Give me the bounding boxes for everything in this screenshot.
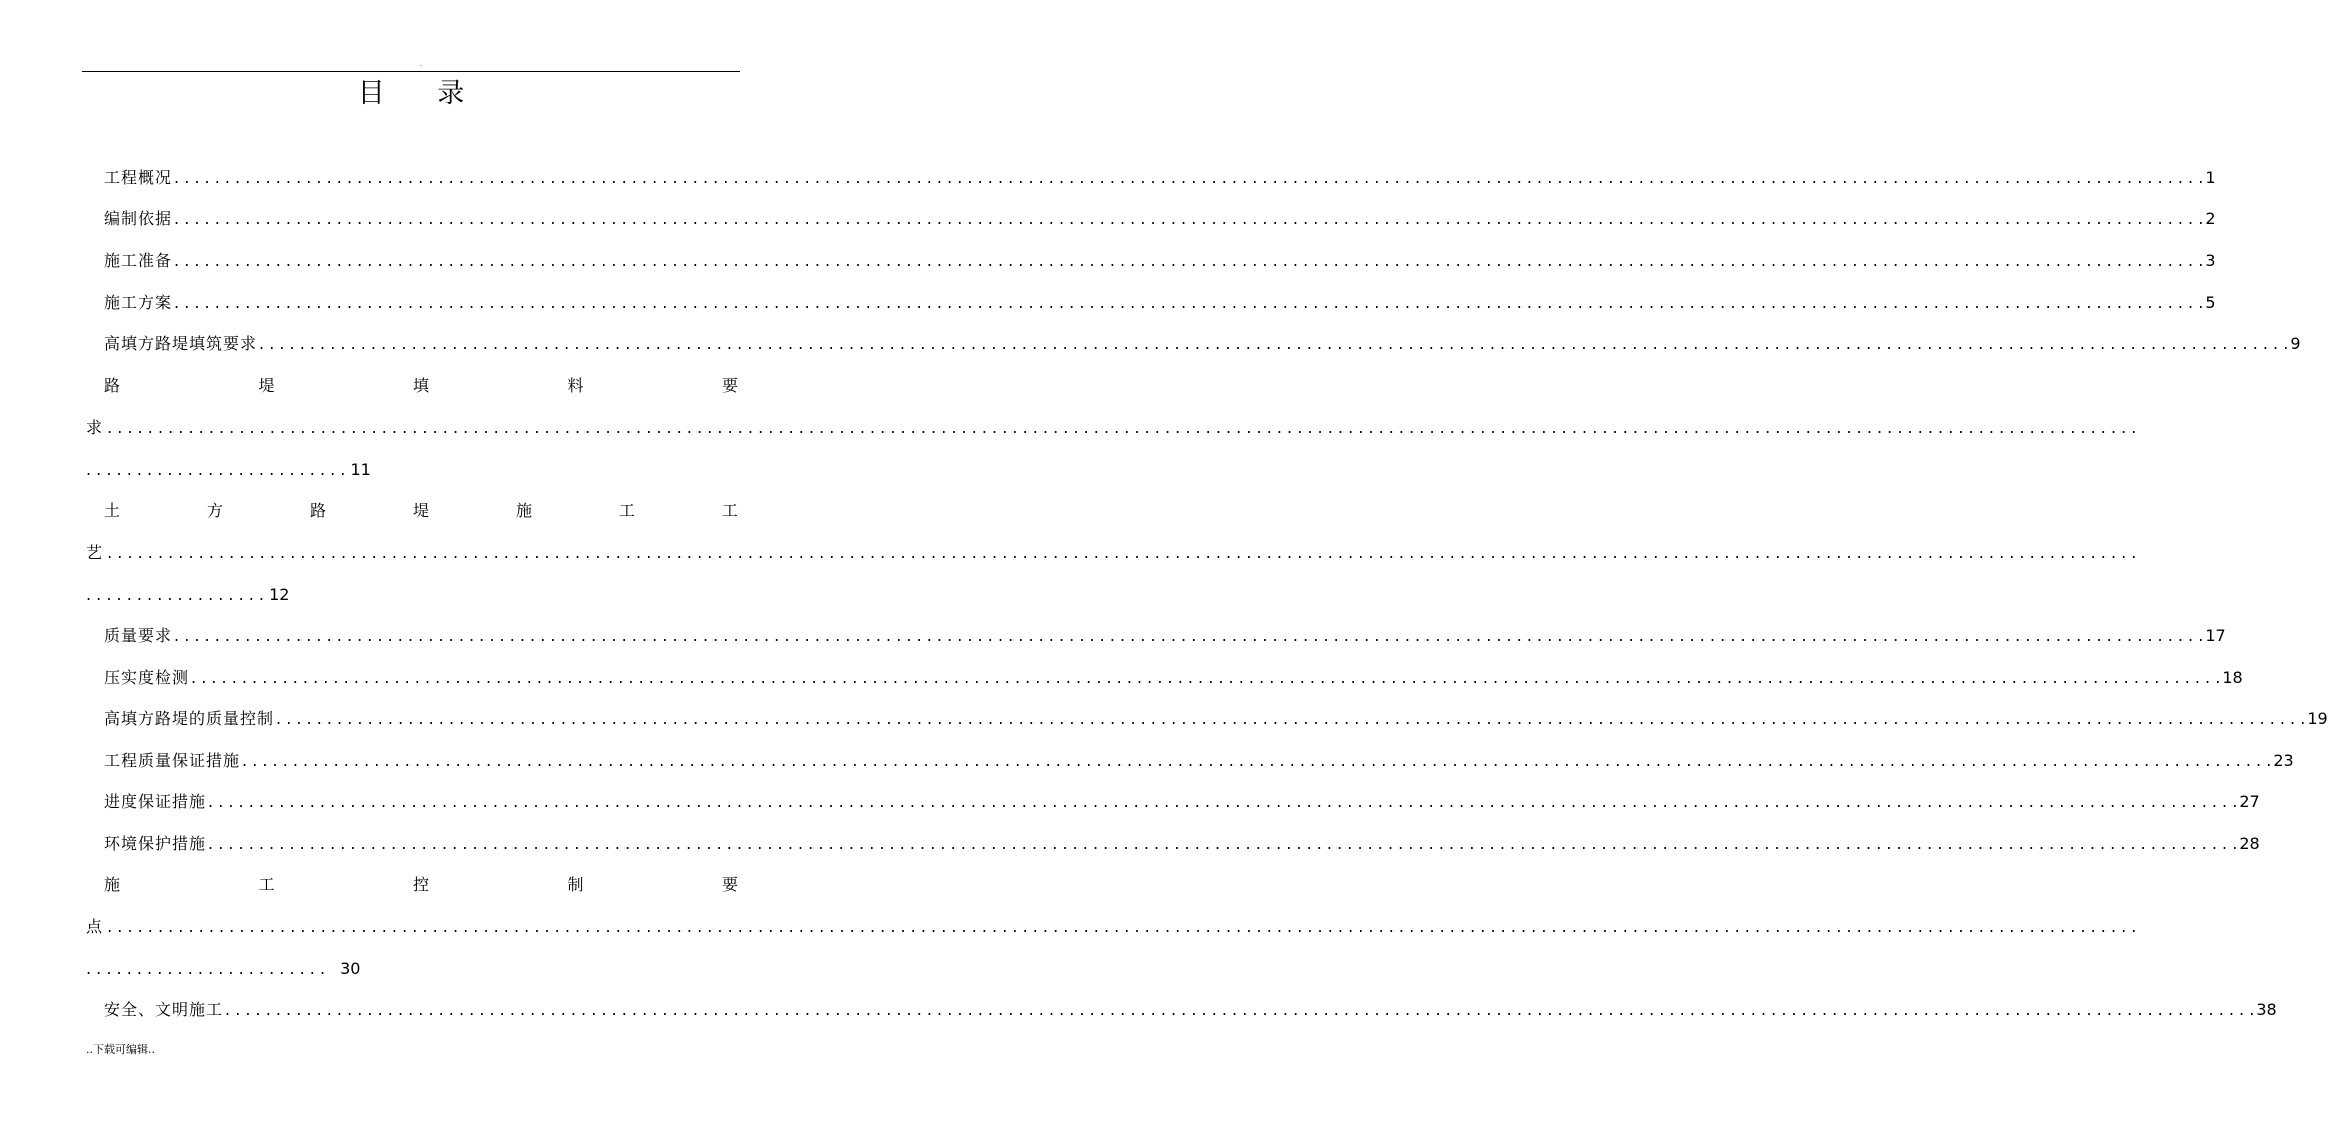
toc-char: 料	[567, 376, 584, 395]
header-rule	[82, 71, 740, 72]
toc-char: 工	[258, 875, 275, 894]
toc-char: 土	[104, 501, 121, 520]
toc-page-number: 5	[2205, 293, 2216, 312]
toc-entry-title: 高填方路堤填筑要求	[104, 334, 258, 353]
toc-char: 堤	[412, 501, 429, 520]
toc-leader-dots: . . . . . . . . . . . . . . . . . . . . . . . . . . . . . . . . . . . . . . . . . . . . . . . . . . . . . . . . . . . . . . . . . . . . . . . . . . . . . . . . . . . . . . . . . . . . . . . . . . . . . . . . . . . . . . . . . . . . . . . . . . . . . . . . . . . . . . . . . . . . . . . . . . . . . . . . . . . . . . . . . . . . . . . . . . . . . . . . . . . . . . . . . . . . . . . . . . . . . . . .	[174, 209, 2204, 228]
toc-leader-dots: . . . . . . . . . . . . . . . . . . . . . . . . . . . . . . . . . . . . . . . . . . . . . . . . . . . . . . . . . . . . . . . . . . . . . . . . . . . . . . . . . . . . . . . . . . . . . . . . . . . . . . . . . . . . . . . . . . . . . . . . . . . . . . . . . . . . . . . . . . . . . . . . . . . . . . . . . . . . . . . . . . . . . . . . . . . . . . . . . . . . . . . . . . . . . . . . . . . . . . . .	[208, 792, 2238, 811]
toc-entry-title: 环境保护措施	[104, 834, 207, 853]
toc-leader-dots: . . . . . . . . . . . . . . . . . . . . . . . . . . . . . . . . . . . . . . . . . . . . . . . . . . . . . . . . . . . . . . . . . . . . . . . . . . . . . . . . . . . . . . . . . . . . . . . . . . . . . . . . . . . . . . . . . . . . . . . . . . . . . . . . . . . . . . . . . . . . . . . . . . . . . . . . . . . . . . . . . . . . . . . . . . . . . . . . . . . . . . . . . . . . . . . . . . . . . . . .	[102, 418, 2137, 437]
toc-char: 控	[412, 875, 429, 894]
toc-leader-dots: . . . . . . . . . . . . . . . . . .	[86, 585, 270, 604]
toc-entry[interactable]	[104, 207, 2216, 231]
toc-entry-title: 编制依据	[104, 209, 173, 228]
header-mark: ..	[419, 61, 423, 68]
toc-leader-dots: . . . . . . . . . . . . . . . . . . . . . . . . . . . . . . . . . . . . . . . . . . . . . . . . . . . . . . . . . . . . . . . . . . . . . . . . . . . . . . . . . . . . . . . . . . . . . . . . . . . . . . . . . . . . . . . . . . . . . . . . . . . . . . . . . . . . . . . . . . . . . . . . . . . . . . . . . . . . . . . . . . . . . . . . . . . . . . . . . . . . . . . . . . . . . . . . . . . . . . . .	[259, 334, 2289, 353]
toc-entry-title: 压实度检测	[104, 668, 190, 687]
toc-char: 艺	[86, 543, 103, 562]
toc-entry-title: 工程概况	[104, 168, 173, 187]
toc-char: 工	[721, 501, 738, 520]
toc-entry[interactable]	[104, 291, 2216, 315]
toc-char: 施	[104, 875, 121, 894]
toc-leader-tail	[86, 458, 371, 482]
page-title: 目 录	[357, 78, 487, 109]
toc-char: 要	[721, 376, 738, 395]
toc-entry-title: 工程质量保证措施	[104, 751, 241, 770]
toc-entry[interactable]	[104, 790, 2260, 814]
toc-char: 施	[515, 501, 532, 520]
toc-page-number: 23	[2273, 751, 2294, 770]
toc-page-number: 11	[350, 460, 371, 479]
toc-entry[interactable]	[104, 749, 2294, 773]
toc-char: 制	[567, 875, 584, 894]
toc-leader-dots: . . . . . . . . . . . . . . . . . . . . . . . . . . . . . . . . . . . . . . . . . . . . . . . . . . . . . . . . . . . . . . . . . . . . . . . . . . . . . . . . . . . . . . . . . . . . . . . . . . . . . . . . . . . . . . . . . . . . . . . . . . . . . . . . . . . . . . . . . . . . . . . . . . . . . . . . . . . . . . . . . . . . . . . . . . . . . . . . . . . . . . . . . . . . . . . . . . . . . . . .	[242, 751, 2272, 770]
toc-entry[interactable]	[104, 332, 2301, 356]
toc-page-number: 1	[2205, 168, 2216, 187]
toc-leader-dots: . . . . . . . . . . . . . . . . . . . . . . . . . . . . . . . . . . . . . . . . . . . . . . . . . . . . . . . . . . . . . . . . . . . . . . . . . . . . . . . . . . . . . . . . . . . . . . . . . . . . . . . . . . . . . . . . . . . . . . . . . . . . . . . . . . . . . . . . . . . . . . . . . . . . . . . . . . . . . . . . . . . . . . . . . . . . . . . . . . . . . . . . . . . . . . . . . . . . . . . .	[276, 709, 2306, 728]
toc-page-number: 3	[2205, 251, 2216, 270]
toc-page-number: 2	[2205, 209, 2216, 228]
toc-leader-dots: . . . . . . . . . . . . . . . . . . . . . . . . . . . . . . . . . . . . . . . . . . . . . . . . . . . . . . . . . . . . . . . . . . . . . . . . . . . . . . . . . . . . . . . . . . . . . . . . . . . . . . . . . . . . . . . . . . . . . . . . . . . . . . . . . . . . . . . . . . . . . . . . . . . . . . . . . . . . . . . . . . . . . . . . . . . . . . . . . . . . . . . . . . . . . . . . . . . . . . . .	[225, 1000, 2255, 1019]
toc-entry[interactable]	[104, 666, 2243, 690]
toc-entry[interactable]	[104, 707, 2328, 731]
toc-leader-line	[86, 541, 2137, 565]
toc-entry-title: 施工准备	[104, 251, 173, 270]
toc-leader-line	[86, 416, 2137, 440]
toc-leader-dots: . . . . . . . . . . . . . . . . . . . . . . . . . . . . . . . . . . . . . . . . . . . . . . . . . . . . . . . . . . . . . . . . . . . . . . . . . . . . . . . . . . . . . . . . . . . . . . . . . . . . . . . . . . . . . . . . . . . . . . . . . . . . . . . . . . . . . . . . . . . . . . . . . . . . . . . . . . . . . . . . . . . . . . . . . . . . . . . . . . . . . . . . . . . . . . . . . . . . . . . .	[208, 834, 2238, 853]
toc-leader-dots: . . . . . . . . . . . . . . . . . . . . . . . .	[86, 959, 331, 978]
toc-leader-dots: . . . . . . . . . . . . . . . . . . . . . . . . . . . . . . . . . . . . . . . . . . . . . . . . . . . . . . . . . . . . . . . . . . . . . . . . . . . . . . . . . . . . . . . . . . . . . . . . . . . . . . . . . . . . . . . . . . . . . . . . . . . . . . . . . . . . . . . . . . . . . . . . . . . . . . . . . . . . . . . . . . . . . . . . . . . . . . . . . . . . . . . . . . . . . . . . . . . . . . . .	[102, 917, 2137, 936]
toc-entry[interactable]	[104, 624, 2226, 648]
toc-char: 堤	[258, 376, 275, 395]
toc-entry-justified[interactable]	[104, 873, 738, 897]
toc-char: 路	[309, 501, 326, 520]
page-footer: ..下载可编辑..	[86, 1043, 155, 1056]
toc-entry-justified[interactable]	[104, 374, 738, 398]
toc-leader-dots: . . . . . . . . . . . . . . . . . . . . . . . . . . . . . . . . . . . . . . . . . . . . . . . . . . . . . . . . . . . . . . . . . . . . . . . . . . . . . . . . . . . . . . . . . . . . . . . . . . . . . . . . . . . . . . . . . . . . . . . . . . . . . . . . . . . . . . . . . . . . . . . . . . . . . . . . . . . . . . . . . . . . . . . . . . . . . . . . . . . . . . . . . . . . . . . . . . . . . . . .	[174, 251, 2204, 270]
toc-char: 路	[104, 376, 121, 395]
toc-leader-tail	[86, 583, 289, 607]
toc-leader-dots: . . . . . . . . . . . . . . . . . . . . . . . . . .	[86, 460, 351, 479]
toc-page-number: 18	[2222, 668, 2243, 687]
toc-page-number: 12	[269, 585, 290, 604]
toc-leader-dots: . . . . . . . . . . . . . . . . . . . . . . . . . . . . . . . . . . . . . . . . . . . . . . . . . . . . . . . . . . . . . . . . . . . . . . . . . . . . . . . . . . . . . . . . . . . . . . . . . . . . . . . . . . . . . . . . . . . . . . . . . . . . . . . . . . . . . . . . . . . . . . . . . . . . . . . . . . . . . . . . . . . . . . . . . . . . . . . . . . . . . . . . . . . . . . . . . . . . . . . .	[174, 626, 2204, 645]
toc-leader-tail	[86, 957, 360, 981]
toc-char: 工	[618, 501, 635, 520]
toc-page-number: 30	[340, 959, 361, 978]
toc-entry-title: 进度保证措施	[104, 792, 207, 811]
toc-entry-justified[interactable]	[104, 499, 738, 523]
toc-page-number: 19	[2307, 709, 2328, 728]
toc-char: 填	[412, 376, 429, 395]
toc-entry-title: 安全、文明施工	[104, 1000, 224, 1019]
toc-char: 点	[86, 917, 103, 936]
toc-entry-title: 高填方路堤的质量控制	[104, 709, 275, 728]
toc-entry-title: 质量要求	[104, 626, 173, 645]
toc-char: 求	[86, 418, 103, 437]
toc-entry[interactable]	[104, 249, 2216, 273]
toc-leader-dots: . . . . . . . . . . . . . . . . . . . . . . . . . . . . . . . . . . . . . . . . . . . . . . . . . . . . . . . . . . . . . . . . . . . . . . . . . . . . . . . . . . . . . . . . . . . . . . . . . . . . . . . . . . . . . . . . . . . . . . . . . . . . . . . . . . . . . . . . . . . . . . . . . . . . . . . . . . . . . . . . . . . . . . . . . . . . . . . . . . . . . . . . . . . . . . . . . . . . . . . .	[174, 168, 2204, 187]
toc-char: 要	[721, 875, 738, 894]
toc-entry[interactable]	[104, 166, 2216, 190]
toc-entry-title: 施工方案	[104, 293, 173, 312]
toc-leader-dots: . . . . . . . . . . . . . . . . . . . . . . . . . . . . . . . . . . . . . . . . . . . . . . . . . . . . . . . . . . . . . . . . . . . . . . . . . . . . . . . . . . . . . . . . . . . . . . . . . . . . . . . . . . . . . . . . . . . . . . . . . . . . . . . . . . . . . . . . . . . . . . . . . . . . . . . . . . . . . . . . . . . . . . . . . . . . . . . . . . . . . . . . . . . . . . . . . . . . . . . .	[191, 668, 2221, 687]
toc-leader-dots: . . . . . . . . . . . . . . . . . . . . . . . . . . . . . . . . . . . . . . . . . . . . . . . . . . . . . . . . . . . . . . . . . . . . . . . . . . . . . . . . . . . . . . . . . . . . . . . . . . . . . . . . . . . . . . . . . . . . . . . . . . . . . . . . . . . . . . . . . . . . . . . . . . . . . . . . . . . . . . . . . . . . . . . . . . . . . . . . . . . . . . . . . . . . . . . . . . . . . . . .	[174, 293, 2204, 312]
toc-entry[interactable]	[104, 998, 2277, 1022]
toc-leader-dots: . . . . . . . . . . . . . . . . . . . . . . . . . . . . . . . . . . . . . . . . . . . . . . . . . . . . . . . . . . . . . . . . . . . . . . . . . . . . . . . . . . . . . . . . . . . . . . . . . . . . . . . . . . . . . . . . . . . . . . . . . . . . . . . . . . . . . . . . . . . . . . . . . . . . . . . . . . . . . . . . . . . . . . . . . . . . . . . . . . . . . . . . . . . . . . . . . . . . . . . .	[102, 543, 2137, 562]
toc-char: 方	[206, 501, 223, 520]
toc-page-number: 38	[2256, 1000, 2277, 1019]
toc-entry[interactable]	[104, 832, 2260, 856]
toc-page-number: 27	[2239, 792, 2260, 811]
toc-page-number: 9	[2290, 334, 2301, 353]
toc-page-number: 28	[2239, 834, 2260, 853]
toc-page-number: 17	[2205, 626, 2226, 645]
toc-leader-line	[86, 915, 2137, 939]
